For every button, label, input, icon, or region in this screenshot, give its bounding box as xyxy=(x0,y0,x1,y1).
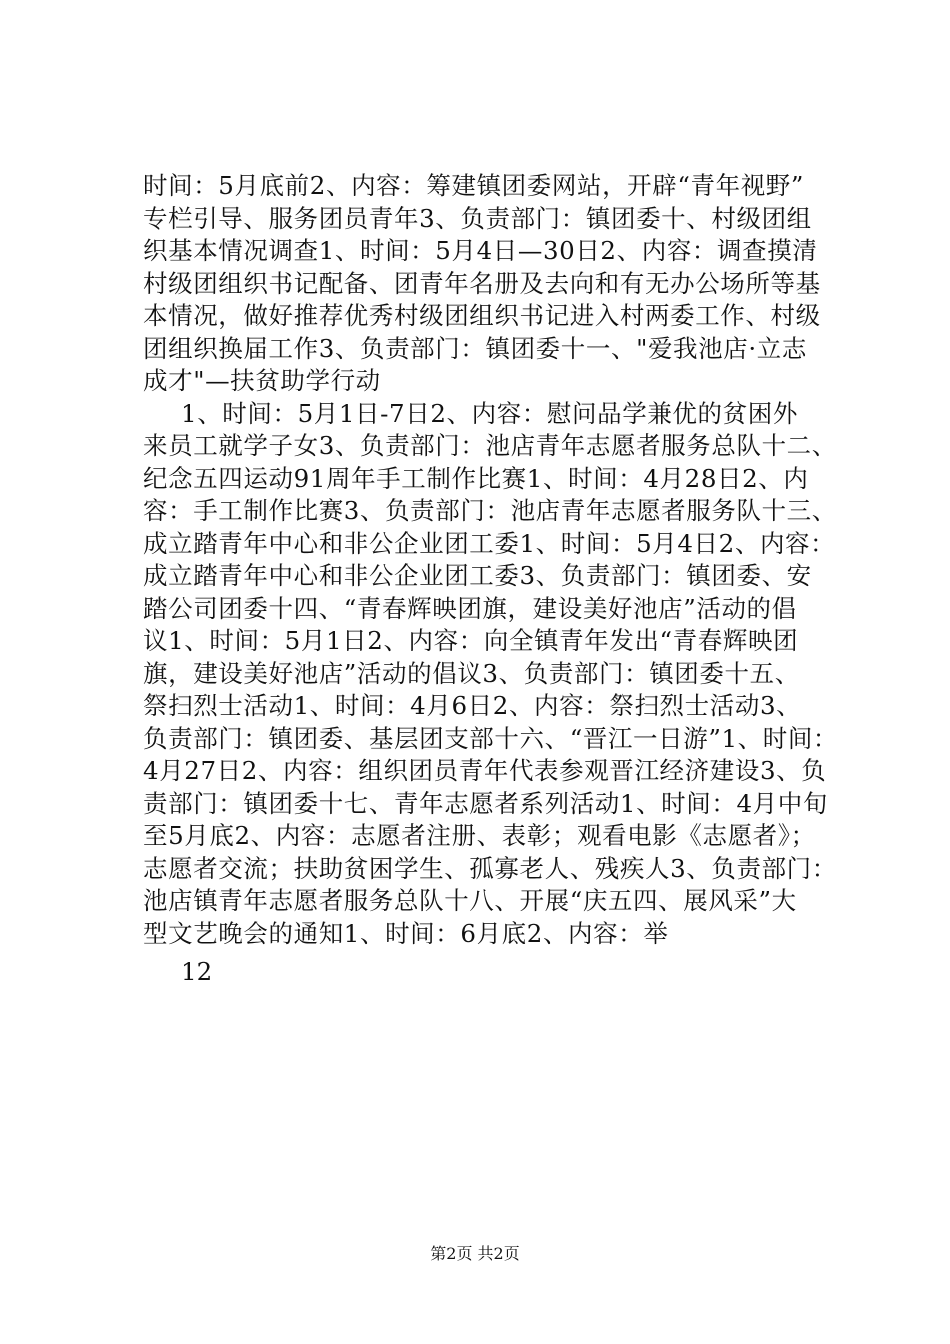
text-line: 容：手工制作比赛3、负责部门：池店青年志愿者服务队十三、 xyxy=(143,496,837,525)
body-text xyxy=(143,170,839,989)
inline-page-number: 12 xyxy=(181,957,213,986)
text-line: 议1、时间：5月1日2、内容：向全镇青年发出“青春辉映团 xyxy=(143,626,799,655)
text-line: 池店镇青年志愿者服务总队十八、开展“庆五四、展风采”大 xyxy=(143,886,797,915)
text-line: 型文艺晚会的通知1、时间：6月底2、内容：举 xyxy=(143,918,669,948)
text-line: 志愿者交流；扶助贫困学生、孤寡老人、残疾人3、负责部门： xyxy=(143,853,837,883)
text-line: 至5月底2、内容：志愿者注册、表彰；观看电影《志愿者》； xyxy=(143,821,816,850)
text-line: 踏公司团委十四、“青春辉映团旗，建设美好池店”活动的倡 xyxy=(143,593,797,623)
text-line: 时间：5月底前2、内容：筹建镇团委网站，开辟“青年视野” xyxy=(143,171,805,200)
text-line: 纪念五四运动91周年手工制作比赛1、时间：4月28日2、内 xyxy=(143,463,809,493)
text-line: 负责部门：镇团委、基层团支部十六、“晋江一日游”1、时间： xyxy=(143,723,839,753)
text-line: 成才"—扶贫助学行动 xyxy=(143,366,381,395)
page-footer: 第2页 共2页 xyxy=(430,1244,520,1263)
text-line: 责部门：镇团委十七、青年志愿者系列活动1、时间：4月中旬 xyxy=(143,788,828,818)
text-line: 村级团组织书记配备、团青年名册及去向和有无办公场所等基 xyxy=(143,268,821,298)
text-line: 1、时间：5月1日-7日2、内容：慰问品学兼优的贫困外 xyxy=(181,398,798,428)
text-line: 旗，建设美好池店”活动的倡议3、负责部门：镇团委十五、 xyxy=(143,658,800,688)
text-line: 专栏引导、服务团员青年3、负责部门：镇团委十、村级团组 xyxy=(143,203,812,233)
text-line: 成立踏青年中心和非公企业团工委1、时间：5月4日2、内容： xyxy=(143,528,836,558)
text-line: 来员工就学子女3、负责部门：池店青年志愿者服务总队十二、 xyxy=(143,431,837,460)
text-line: 成立踏青年中心和非公企业团工委3、负责部门：镇团委、安 xyxy=(143,561,812,590)
text-line: 4月27日2、内容：组织团员青年代表参观晋江经济建设3、负 xyxy=(143,756,827,785)
text-line: 团组织换届工作3、负责部门：镇团委十一、"爱我池店·立志 xyxy=(143,333,807,363)
text-line: 祭扫烈士活动1、时间：4月6日2、内容：祭扫烈士活动3、 xyxy=(143,691,802,720)
text-line: 织基本情况调查1、时间：5月4日—30日2、内容：调查摸清 xyxy=(143,236,818,265)
text-line: 本情况，做好推荐优秀村级团组织书记进入村两委工作、村级 xyxy=(143,301,821,330)
